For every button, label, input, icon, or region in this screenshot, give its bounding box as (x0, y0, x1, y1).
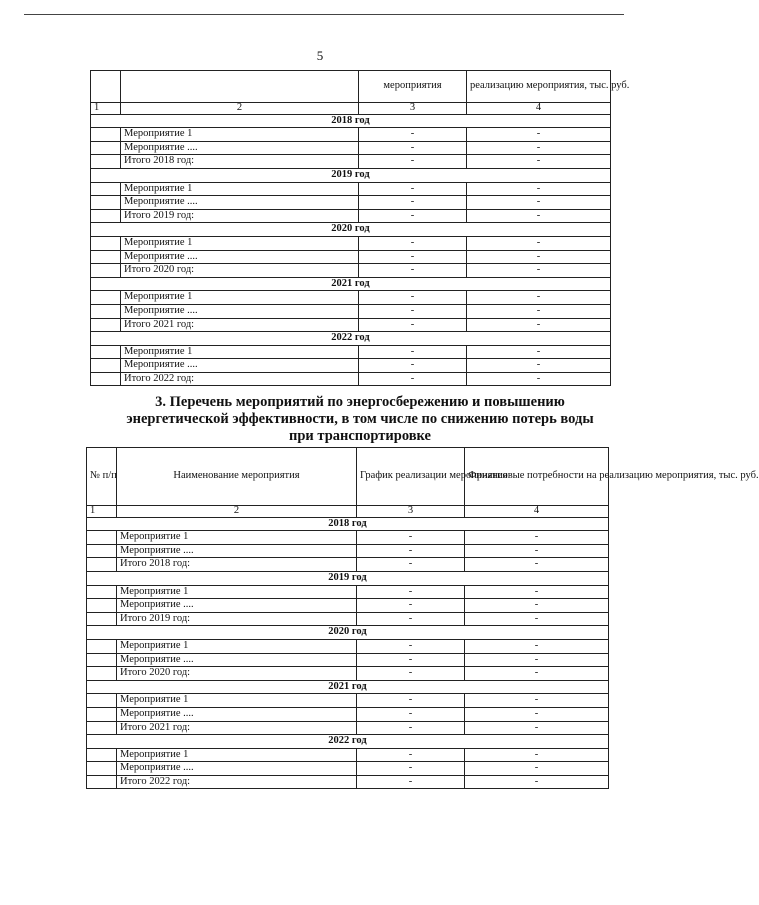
row-number (91, 359, 121, 373)
schedule-value: - (359, 196, 467, 210)
row-number (91, 291, 121, 305)
year-heading: 2022 год (87, 735, 609, 749)
financing-value: - (467, 250, 611, 264)
row-number (91, 155, 121, 169)
measure-name: Мероприятие .... (121, 196, 359, 210)
row-number (87, 775, 117, 789)
table-continued (90, 70, 630, 386)
section-3-title-line-1: 3. Перечень мероприятий по энергосбережению и повышению (155, 394, 565, 410)
measure-name: Мероприятие .... (121, 304, 359, 318)
schedule-value: - (357, 544, 465, 558)
column-numbers-row (91, 103, 611, 115)
measure-row (91, 182, 611, 196)
column-numbers-row (87, 506, 609, 518)
year-row (91, 332, 611, 346)
header-name (121, 71, 359, 103)
schedule-value: - (357, 762, 465, 776)
row-number (91, 196, 121, 210)
schedule-value: - (357, 639, 465, 653)
measure-row (87, 585, 609, 599)
schedule-value: - (357, 748, 465, 762)
financing-value: - (465, 653, 609, 667)
total-row (87, 558, 609, 572)
row-number (87, 558, 117, 572)
total-row (91, 318, 611, 332)
financing-value: - (465, 599, 609, 613)
financing-value: - (465, 558, 609, 572)
year-heading: 2018 год (87, 517, 609, 531)
financing-value: - (467, 345, 611, 359)
financing-value: - (465, 585, 609, 599)
measure-row (91, 236, 611, 250)
financing-value: - (465, 531, 609, 545)
total-label: Итого 2019 год: (121, 209, 359, 223)
measure-row (91, 196, 611, 210)
financing-value: - (465, 544, 609, 558)
row-number (87, 639, 117, 653)
total-label: Итого 2018 год: (117, 558, 357, 572)
column-number: 4 (467, 103, 611, 115)
schedule-value: - (357, 558, 465, 572)
schedule-value: - (357, 667, 465, 681)
column-number: 1 (87, 506, 117, 518)
financing-value: - (467, 318, 611, 332)
schedule-value: - (359, 264, 467, 278)
total-row (91, 372, 611, 386)
schedule-value: - (359, 345, 467, 359)
measure-row (91, 128, 611, 142)
financing-value: - (467, 304, 611, 318)
measure-row (87, 653, 609, 667)
financing-value: - (467, 359, 611, 373)
schedule-value: - (357, 531, 465, 545)
row-number (87, 762, 117, 776)
year-heading: 2019 год (91, 168, 611, 182)
schedule-value: - (359, 291, 467, 305)
total-label: Итого 2021 год: (121, 318, 359, 332)
measure-name: Мероприятие .... (117, 544, 357, 558)
schedule-value: - (357, 612, 465, 626)
measure-name: Мероприятие 1 (121, 345, 359, 359)
measure-name: Мероприятие 1 (121, 182, 359, 196)
measure-name: Мероприятие 1 (117, 531, 357, 545)
total-label: Итого 2022 год: (121, 372, 359, 386)
row-number (87, 707, 117, 721)
top-rule (24, 14, 624, 15)
section-3-title-line-2: энергетической эффективности, в том числе по снижению потерь воды (126, 411, 594, 427)
measure-row (91, 141, 611, 155)
total-row (87, 775, 609, 789)
measure-name: Мероприятие .... (117, 707, 357, 721)
measure-name: Мероприятие .... (121, 359, 359, 373)
measure-name: Мероприятие .... (117, 599, 357, 613)
measure-row (91, 345, 611, 359)
year-heading: 2020 год (87, 626, 609, 640)
header-number (91, 71, 121, 103)
financing-value: - (465, 612, 609, 626)
financing-value: - (465, 721, 609, 735)
schedule-value: - (359, 209, 467, 223)
row-number (91, 264, 121, 278)
column-number: 2 (121, 103, 359, 115)
year-row (91, 223, 611, 237)
measure-row (87, 599, 609, 613)
schedule-value: - (357, 653, 465, 667)
financing-value: - (467, 128, 611, 142)
measure-name: Мероприятие .... (121, 141, 359, 155)
schedule-value: - (357, 599, 465, 613)
financing-value: - (467, 209, 611, 223)
total-label: Итого 2020 год: (121, 264, 359, 278)
row-number (87, 748, 117, 762)
row-number (91, 304, 121, 318)
row-number (91, 236, 121, 250)
total-label: Итого 2019 год: (117, 612, 357, 626)
schedule-value: - (359, 359, 467, 373)
measure-name: Мероприятие 1 (117, 585, 357, 599)
financing-value: - (467, 264, 611, 278)
year-row (91, 277, 611, 291)
row-number (87, 721, 117, 735)
measure-row (91, 250, 611, 264)
row-number (87, 531, 117, 545)
financing-value: - (465, 748, 609, 762)
header-name: Наименование мероприятия (117, 448, 357, 506)
measure-name: Мероприятие .... (121, 250, 359, 264)
schedule-value: - (359, 372, 467, 386)
row-number (91, 372, 121, 386)
measure-row (87, 762, 609, 776)
measure-name: Мероприятие 1 (117, 748, 357, 762)
year-row (87, 735, 609, 749)
total-row (91, 264, 611, 278)
column-number: 1 (91, 103, 121, 115)
column-number: 2 (117, 506, 357, 518)
header-financing: Финансовые потребности на реализацию мероприятия, тыс. руб. (465, 448, 609, 506)
year-row (87, 626, 609, 640)
measure-name: Мероприятие .... (117, 653, 357, 667)
header-row (87, 448, 609, 506)
measure-name: Мероприятие 1 (117, 639, 357, 653)
measure-name: Мероприятие 1 (121, 128, 359, 142)
financing-value: - (467, 155, 611, 169)
schedule-value: - (357, 707, 465, 721)
measure-row (87, 707, 609, 721)
row-number (87, 612, 117, 626)
schedule-value: - (359, 128, 467, 142)
schedule-value: - (357, 775, 465, 789)
row-number (91, 345, 121, 359)
total-row (91, 155, 611, 169)
measure-row (91, 359, 611, 373)
row-number (87, 544, 117, 558)
schedule-value: - (357, 694, 465, 708)
header-row (91, 71, 611, 103)
row-number (87, 667, 117, 681)
year-row (87, 680, 609, 694)
measure-name: Мероприятие 1 (121, 236, 359, 250)
section-3-title-line-3: при транспортировке (289, 428, 431, 444)
year-row (87, 517, 609, 531)
row-number (91, 128, 121, 142)
financing-value: - (467, 236, 611, 250)
row-number (91, 209, 121, 223)
financing-value: - (465, 775, 609, 789)
measure-row (91, 291, 611, 305)
financing-value: - (465, 707, 609, 721)
row-number (91, 182, 121, 196)
schedule-value: - (359, 250, 467, 264)
financing-value: - (465, 762, 609, 776)
header-number: № п/п (87, 448, 117, 506)
year-heading: 2021 год (87, 680, 609, 694)
financing-value: - (467, 196, 611, 210)
page-number: 5 (316, 48, 324, 63)
column-number: 3 (357, 506, 465, 518)
financing-value: - (467, 141, 611, 155)
measure-row (87, 639, 609, 653)
total-label: Итого 2020 год: (117, 667, 357, 681)
row-number (87, 653, 117, 667)
row-number (87, 585, 117, 599)
schedule-value: - (359, 182, 467, 196)
measure-row (87, 544, 609, 558)
row-number (87, 599, 117, 613)
section-3-title (120, 394, 600, 445)
header-schedule: График реализации мероприятия (357, 448, 465, 506)
row-number (91, 141, 121, 155)
year-row (91, 168, 611, 182)
financing-value: - (465, 694, 609, 708)
measure-row (87, 531, 609, 545)
measure-row (87, 748, 609, 762)
measure-row (87, 694, 609, 708)
year-heading: 2022 год (91, 332, 611, 346)
total-label: Итого 2021 год: (117, 721, 357, 735)
row-number (91, 318, 121, 332)
year-heading: 2020 год (91, 223, 611, 237)
measure-row (91, 304, 611, 318)
schedule-value: - (359, 318, 467, 332)
schedule-value: - (359, 141, 467, 155)
measure-name: Мероприятие 1 (117, 694, 357, 708)
year-heading: 2018 год (91, 114, 611, 128)
financing-value: - (467, 291, 611, 305)
table-energy-saving-measures (86, 447, 759, 789)
schedule-value: - (359, 236, 467, 250)
schedule-value: - (359, 304, 467, 318)
column-number: 4 (465, 506, 609, 518)
schedule-value: - (357, 585, 465, 599)
year-row (91, 114, 611, 128)
measure-name: Мероприятие 1 (121, 291, 359, 305)
row-number (91, 250, 121, 264)
financing-value: - (467, 372, 611, 386)
financing-value: - (465, 639, 609, 653)
total-row (87, 667, 609, 681)
total-label: Итого 2018 год: (121, 155, 359, 169)
total-row (87, 721, 609, 735)
year-row (87, 571, 609, 585)
column-number: 3 (359, 103, 467, 115)
total-row (91, 209, 611, 223)
measure-name: Мероприятие .... (117, 762, 357, 776)
financing-value: - (467, 182, 611, 196)
header-schedule: мероприятия (359, 71, 467, 103)
row-number (87, 694, 117, 708)
schedule-value: - (359, 155, 467, 169)
total-row (87, 612, 609, 626)
header-financing: реализацию мероприятия, тыс. руб. (467, 71, 611, 103)
schedule-value: - (357, 721, 465, 735)
financing-value: - (465, 667, 609, 681)
year-heading: 2019 год (87, 571, 609, 585)
year-heading: 2021 год (91, 277, 611, 291)
total-label: Итого 2022 год: (117, 775, 357, 789)
